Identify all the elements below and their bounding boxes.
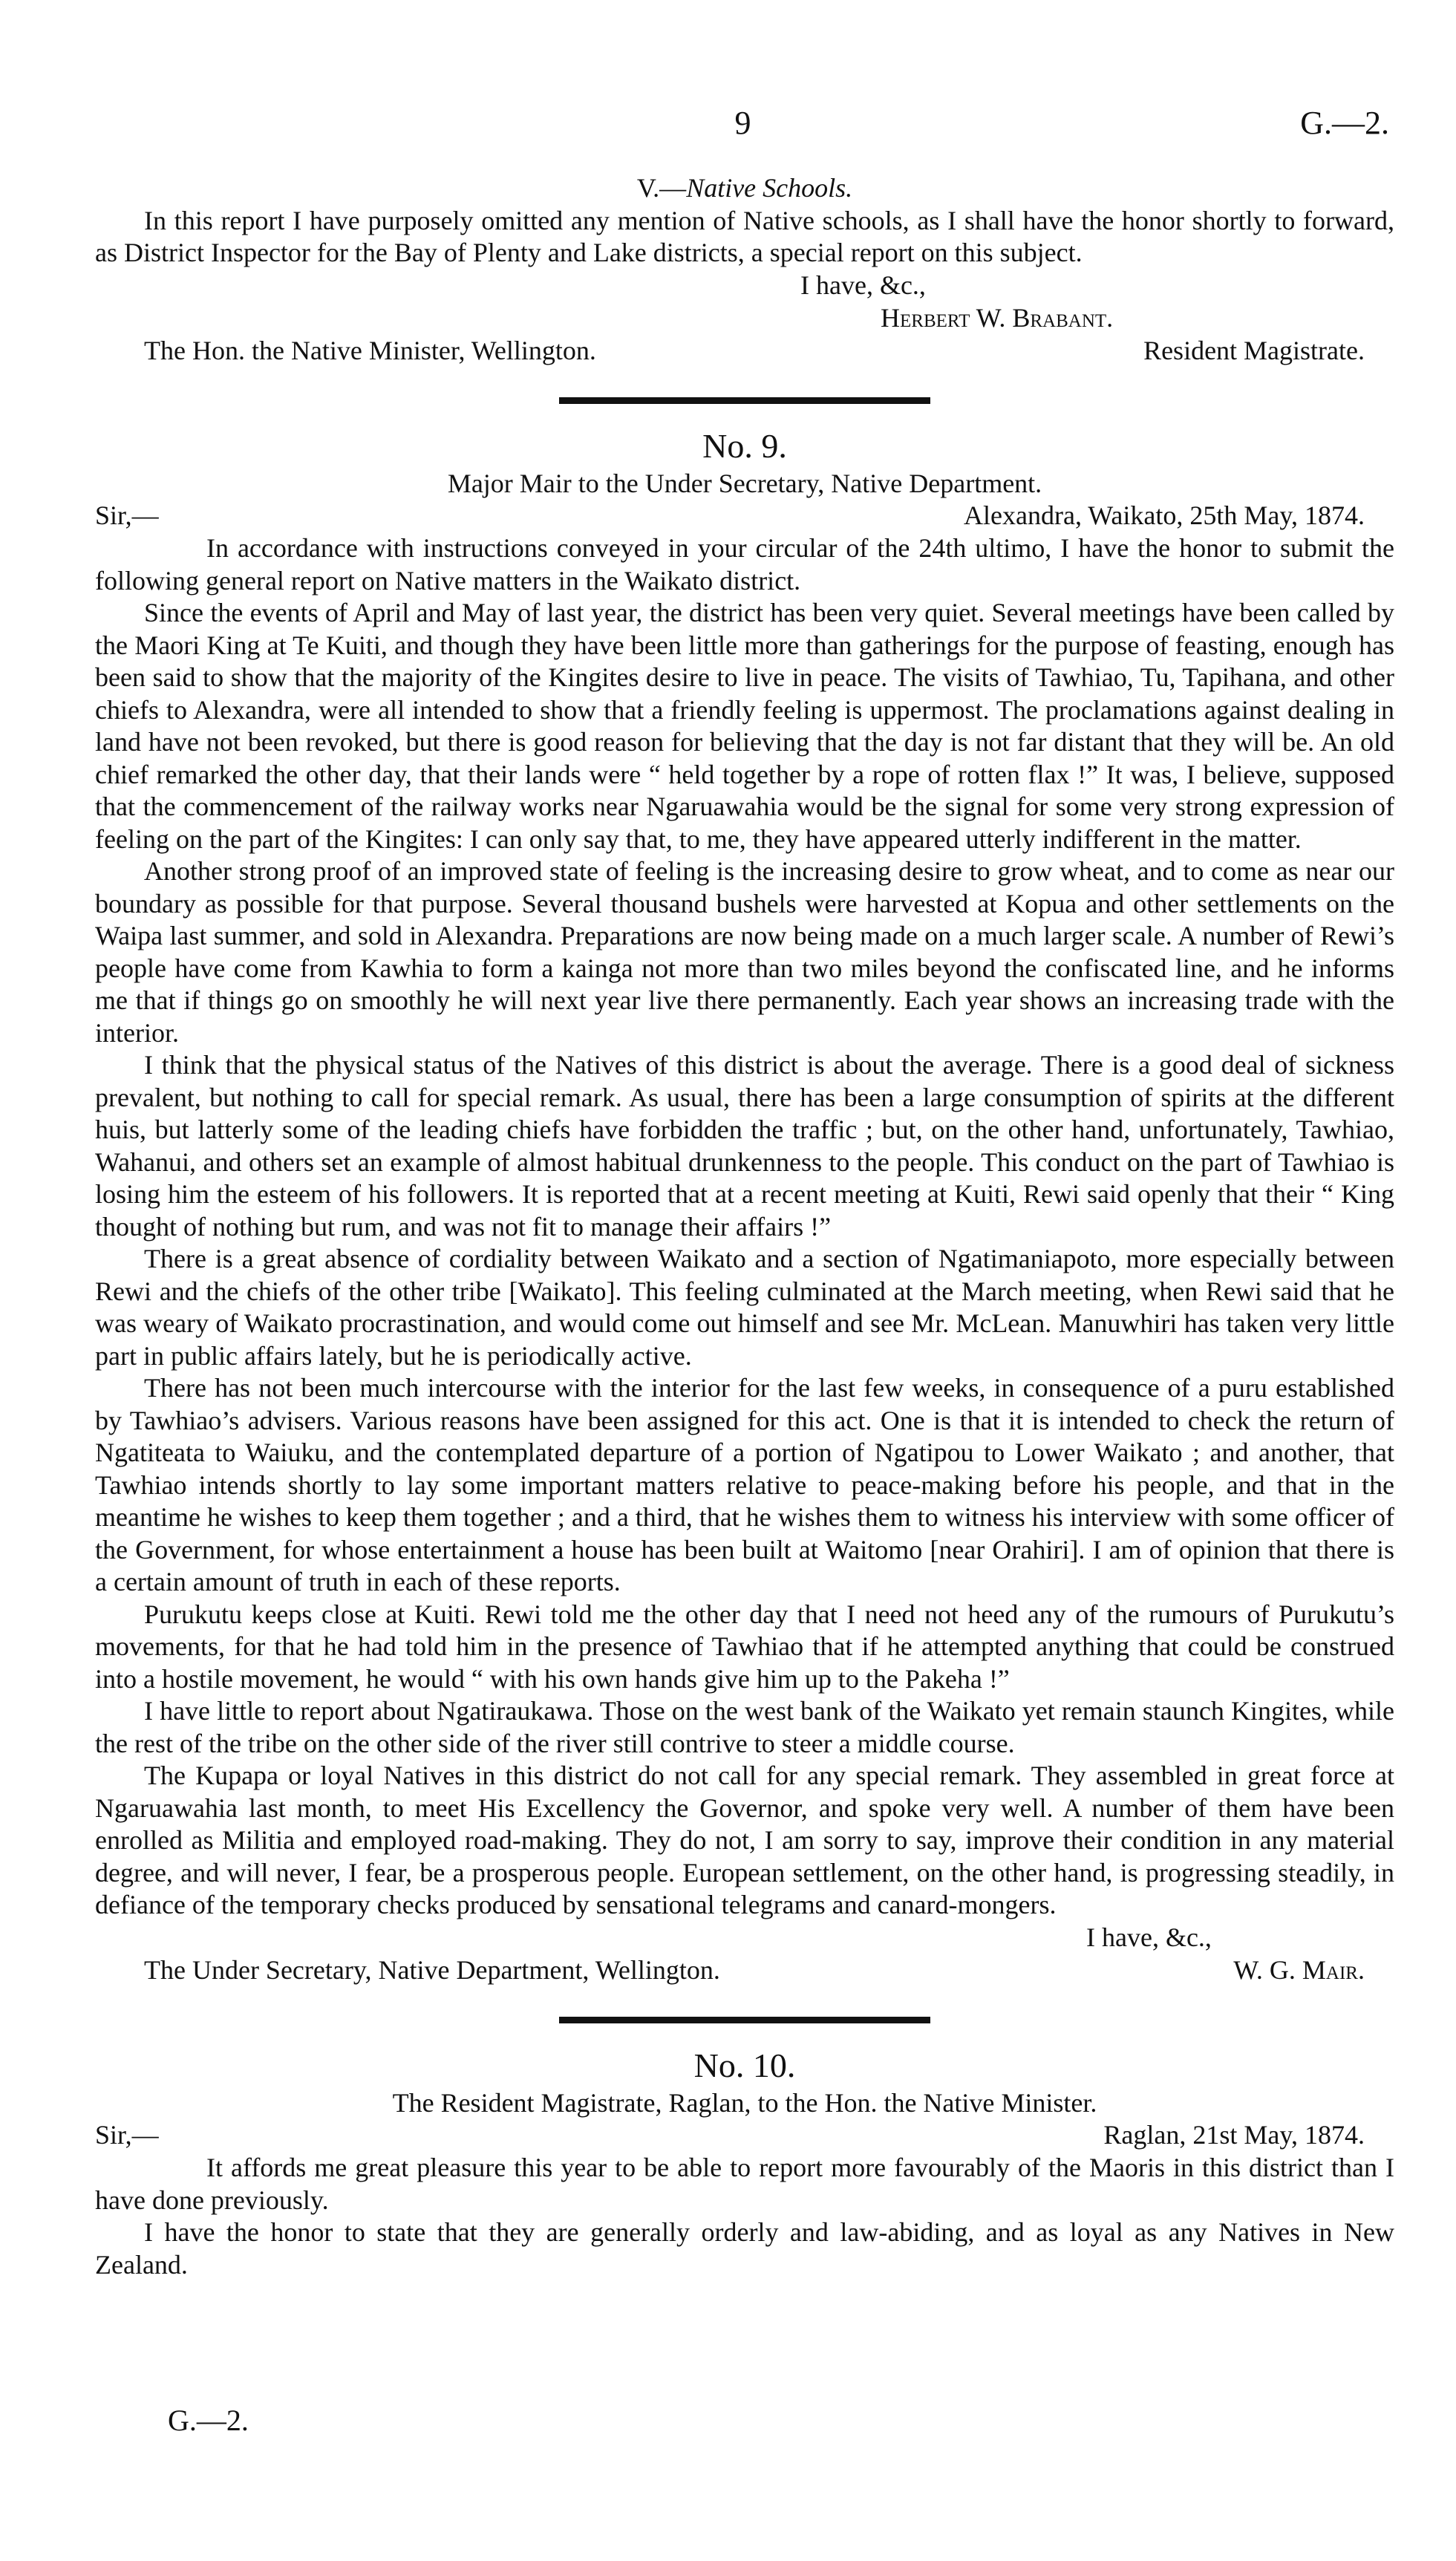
letter-number: No. 9.: [702, 426, 787, 465]
letter-subtitle: The Resident Magistrate, Raglan, to the Hon. the Native Minister.: [392, 2087, 1097, 2118]
page-content: [95, 172, 1394, 2281]
signer-title: Resident Magistrate.: [1143, 335, 1365, 365]
place-date: Raglan, 21st May, 1874.: [1103, 2120, 1365, 2150]
body-paragraph: I have little to report about Ngatiraukawa. Those on the west bank of the Waikato yet remain staunch Kingites, while the rest of the tribe on the other side of the river still contrive to steer a middle course.: [95, 1696, 1394, 1758]
letter-subtitle: Major Mair to the Under Secretary, Native Department.: [447, 468, 1042, 498]
body-paragraph: The Kupapa or loyal Natives in this district do not call for any special remark. They assembled in great force at Ngaruawahia last month, to meet His Excellency the Governor, and spoke very well. A number of them have been enrolled as Militia and employed road-making. They do not, I am sorry to say, improve their condition in any material degree, and will never, I fear, be a prosperous people. European settlement, on the other hand, is progressing steadily, in defiance of the temporary checks produced by sensational telegrams and canard-mongers.: [95, 1761, 1394, 1919]
section-divider: [559, 2017, 930, 2023]
signature: Herbert W. Brabant.: [881, 302, 1114, 333]
letter-number: No. 10.: [693, 2046, 796, 2084]
page-number: 9: [734, 105, 751, 141]
body-paragraph: It affords me great pleasure this year to be able to report more favourably of the Maoris in this district than I have done previously.: [95, 2153, 1394, 2215]
body-paragraph: There has not been much intercourse with the interior for the last few weeks, in consequence of a puru established by Tawhiao’s advisers. Various reasons have been assigned for this act. One is that it is intended to check the return of Ngatiteata to Waiuku, and the contemplated departure of a portion of Ngatipou to Lower Waikato ; and another, that Tawhiao intends shortly to lay some important matters relative to peace-making before his people, and that in the meantime he wishes to keep them together ; and a third, that he wishes them to witness his interview with some officer of the Government, for whose entertainment a house has been built at Waitomo [near Orahiri]. I am of opinion that there is a certain amount of truth in each of these reports.: [95, 1373, 1394, 1596]
document-reference: G.—2.: [1300, 105, 1389, 141]
addressee: The Hon. the Native Minister, Wellington.: [144, 335, 596, 365]
signature: W. G. Mair.: [1233, 1954, 1365, 1985]
body-paragraph: Since the events of April and May of last year, the district has been very quiet. Several meetings have been called by the Maori King at Te Kuiti, and though they have been little more than gatherings for the purpose of feasting, enough has been said to show that the majority of the Kingites desire to live in peace. The visits of Tawhiao, Tu, Tapihana, and other chiefs to Alexandra, were all intended to show that a friendly feeling is uppermost. The proclamations against dealing in land have not been revoked, but there is good reason for believing that the day is not far distant that they will be. An old chief remarked the other day, that their lands were “ held together by a rope of rotten flax !” It was, I believe, supposed that the commencement of the railway works near Ngaruawahia would be the signal for some very strong expression of feeling on the part of the Kingites: I can only say that, to me, they have appeared utterly indifferent in the matter.: [95, 598, 1394, 854]
body-paragraph: In accordance with instructions conveyed in your circular of the 24th ultimo, I have the honor to submit the following general report on Native matters in the Waikato district.: [95, 533, 1394, 596]
section-title: [95, 172, 1394, 205]
section-title-prefix: V.—: [636, 173, 687, 203]
body-paragraph: Purukutu keeps close at Kuiti. Rewi told me the other day that I need not heed any of the rumours of Purukutu’s movements, for that he had told him in the presence of Tawhiao that if he attempted anything that could be construed into a hostile movement, he would “ with his own hands give him up to the Pakeha !”: [95, 1599, 1394, 1694]
section-divider: [559, 397, 930, 404]
salutation-line: [95, 500, 1394, 532]
closing-text: I have, &c.,: [1086, 1922, 1212, 1952]
body-paragraph: I have the honor to state that they are generally orderly and law-abiding, and as loyal as any Natives in New Zealand.: [95, 2217, 1394, 2280]
signature-line: [95, 302, 1394, 335]
body-paragraph: Another strong proof of an improved state of feeling is the increasing desire to grow wheat, and to come as near our boundary as possible for that purpose. Several thousand bushels were harvested at Kopua and other settlements on the Waipa last summer, and sold in Alexandra. Preparations are now being made on a much larger scale. A number of Rewi’s people have come from Kawhia to form a kainga not more than two miles beyond the confiscated line, and he informs me that if things go on smoothly he will next year live there permanently. Each year shows an increasing trade with the interior.: [95, 856, 1394, 1048]
footer-reference: G.—2.: [168, 2404, 249, 2437]
section-title-text: Native Schools.: [686, 173, 853, 203]
addressee-line: [95, 335, 1394, 368]
salutation: Sir,—: [95, 2120, 159, 2150]
page-header: [97, 104, 1389, 149]
closing-text: I have, &c.,: [800, 270, 926, 300]
closing-line: [95, 270, 1394, 302]
section-paragraph: In this report I have purposely omitted any mention of Native schools, as I shall have the honor shortly to forward, as District Inspector for the Bay of Plenty and Lake districts, a special report on this subject.: [95, 205, 1394, 267]
salutation: Sir,—: [95, 500, 159, 530]
body-paragraph: I think that the physical status of the Natives of this district is about the average. There is a good deal of sickness prevalent, but nothing to call for special remark. As usual, there has been a large consumption of spirits at the different huis, but latterly some of the leading chiefs have forbidden the traffic ; but, on the other hand, unfortunately, Tawhiao, Wahanui, and others set an example of almost habitual drunkenness to the people. This conduct on the part of Tawhiao is losing him the esteem of his followers. It is reported that at a recent meeting at Kuiti, Rewi said openly that their “ King thought of nothing but rum, and was not fit to manage their affairs !”: [95, 1050, 1394, 1242]
place-date: Alexandra, Waikato, 25th May, 1874.: [964, 500, 1365, 530]
addressee: The Under Secretary, Native Department, Wellington.: [144, 1954, 720, 1985]
closing-line: [95, 1922, 1394, 1954]
salutation-line: [95, 2119, 1394, 2152]
addressee-line: [95, 1954, 1394, 1987]
body-paragraph: There is a great absence of cordiality between Waikato and a section of Ngatimaniapoto, more especially between Rewi and the chiefs of the other tribe [Waikato]. This feeling culminated at the March meeting, when Rewi said that he was weary of Waikato procrastination, and would come out himself and see Mr. McLean. Manuwhiri has taken very little part in public affairs lately, but he is periodically active.: [95, 1244, 1394, 1371]
